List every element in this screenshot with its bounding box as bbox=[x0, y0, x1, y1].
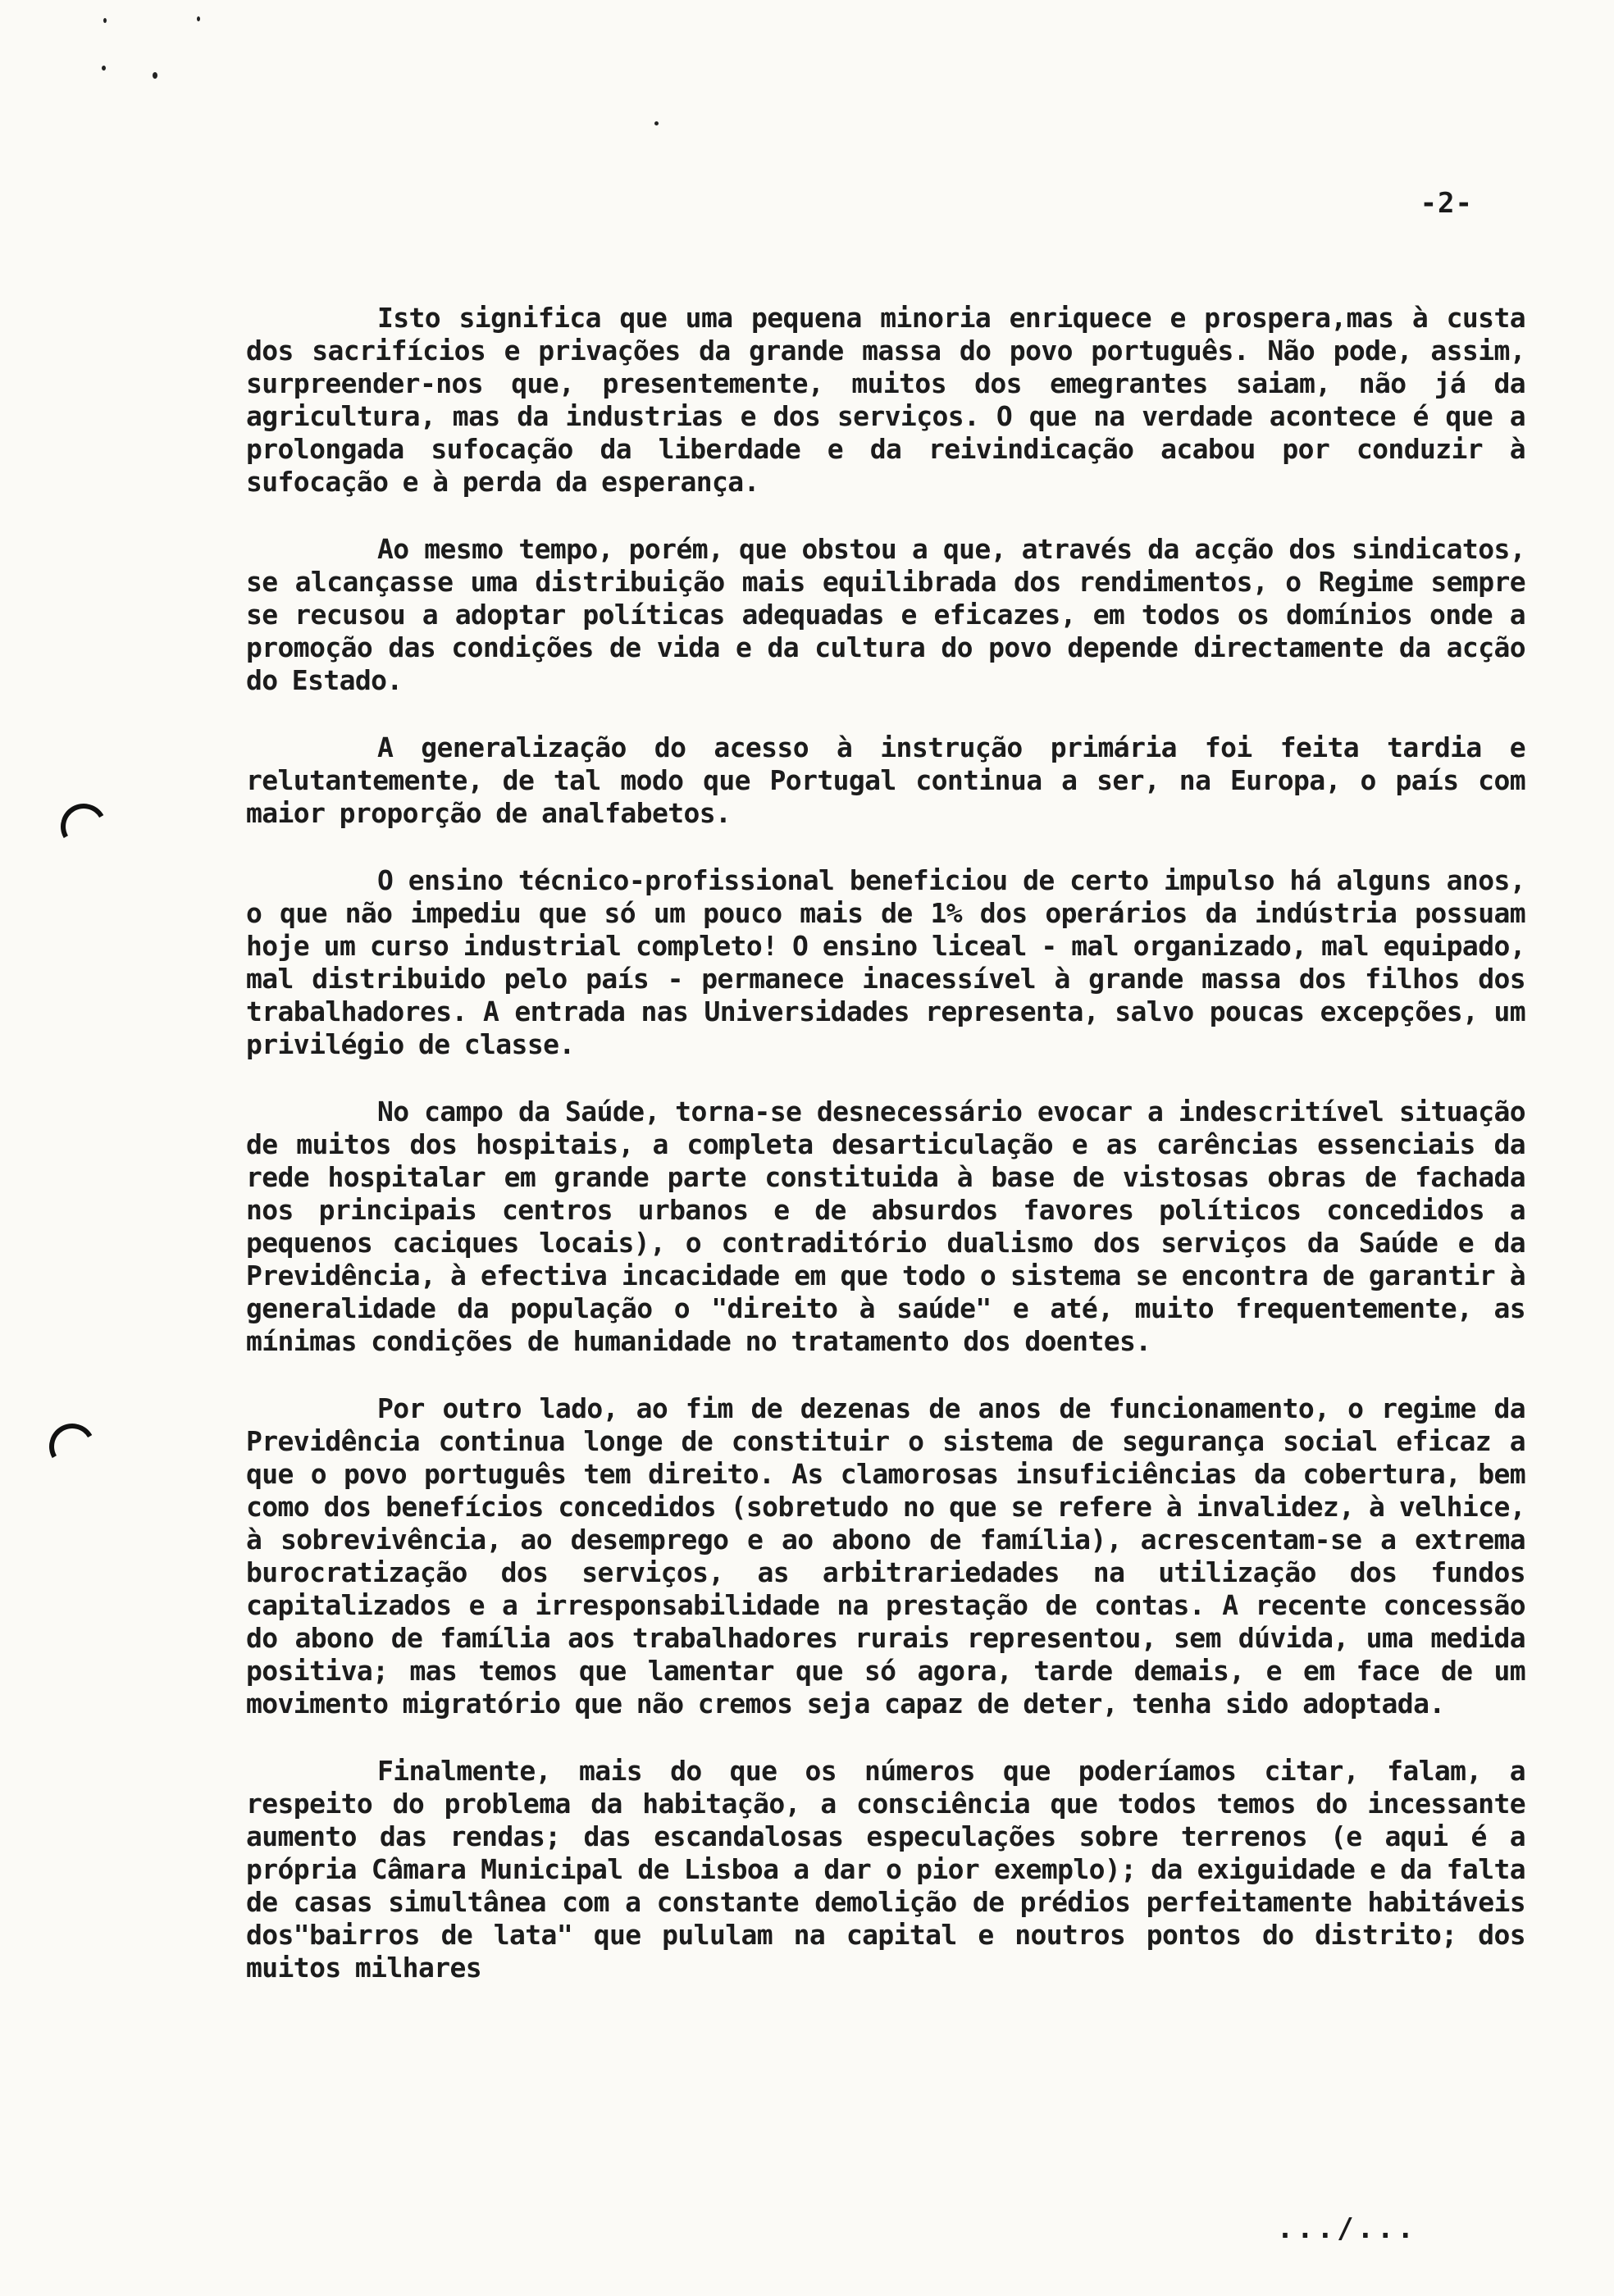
paragraph-health: No campo da Saúde, torna-se desnecessário evocar a indescritível situação de muitos dos hospitais, a completa desarticulação e as carências essenciais da rede hospitalar em grande parte constituida à base de vistosas obras de fachada nos principais centros urbanos e de absurdos favores políticos concedidos a pequenos caciques locais), o contraditório dualismo dos serviços da Saúde e da Previdência, à efectiva incacidade em que todo o sistema se encontra de garantir à generalidade da população o "direito à saúde" e até, muito frequentemente, as mínimas condições de humanidade no tratamento dos doentes. bbox=[246, 1096, 1525, 1357]
paragraph-state-policy: Ao mesmo tempo, porém, que obstou a que, através da acção dos sindicatos, se alcançasse uma distribuição mais equilibrada dos rendimentos, o Regime sempre se recusou a adoptar políticas adequadas e eficazes, em todos os domínios onde a promoção das condições de vida e da cultura do povo depende directamente da acção do Estado. bbox=[246, 533, 1525, 696]
scan-speck bbox=[103, 18, 107, 23]
binder-hole-mark-bottom bbox=[44, 1419, 101, 1475]
page-number: -2- bbox=[1420, 187, 1473, 220]
scan-speck bbox=[102, 66, 106, 71]
scan-speck bbox=[654, 121, 659, 125]
document-body bbox=[246, 302, 1525, 2019]
paragraph-primary-education: A generalização do acesso à instrução primária foi feita tardia e relutantemente, de tal modo que Portugal continua a ser, na Europa, o país com maior proporção de analfabetos. bbox=[246, 731, 1525, 829]
paragraph-emigration: Isto significa que uma pequena minoria enriquece e prospera,mas à custa dos sacrifícios e privações da grande massa do povo português. Não pode, assim, surpreender-nos que, presentemente, muitos dos emegrantes saiam, não já da agricultura, mas da industrias e dos serviços. O que na verdade acontece é que a prolongada sufocação da liberdade e da reivindicação acabou por conduzir à sufocação e à perda da esperança. bbox=[246, 302, 1525, 498]
paragraph-social-security: Por outro lado, ao fim de dezenas de anos de funcionamento, o regime da Previdência continua longe de constituir o sistema de segurança social eficaz a que o povo português tem direito. As clamorosas insuficiências da cobertura, bem como dos benefícios concedidos (sobretudo no que se refere à invalidez, à velhice, à sobrevivência, ao desemprego e ao abono de família), acrescentam-se a extrema burocratização dos serviços, as arbitrariedades na utilização dos fundos capitalizados e a irresponsabilidade na prestação de contas. A recente concessão do abono de família aos trabalhadores rurais representou, sem dúvida, uma medida positiva; mas temos que lamentar que só agora, tarde demais, e em face de um movimento migratório que não cremos seja capaz de deter, tenha sido adoptada. bbox=[246, 1392, 1525, 1720]
paragraph-housing: Finalmente, mais do que os números que poderíamos citar, falam, a respeito do problema da habitação, a consciência que todos temos do incessante aumento das rendas; das escandalosas especulações sobre terrenos (e aqui é a própria Câmara Municipal de Lisboa a dar o pior exemplo); da exiguidade e da falta de casas simultânea com a constante demolição de prédios perfeitamente habitáveis dos"bairros de lata" que pululam na capital e noutros pontos do distrito; dos muitos milhares bbox=[246, 1755, 1525, 1984]
paragraph-technical-education: O ensino técnico-profissional beneficiou de certo impulso há alguns anos, o que não impediu que só um pouco mais de 1% dos operários da indústria possuam hoje um curso industrial completo! O ensino liceal - mal organizado, mal equipado, mal distribuido pelo país - permanece inacessível à grande massa dos filhos dos trabalhadores. A entrada nas Universidades representa, salvo poucas excepções, um privilégio de classe. bbox=[246, 864, 1525, 1060]
scan-speck bbox=[197, 16, 200, 21]
scan-speck bbox=[153, 72, 157, 79]
continuation-mark: .../... bbox=[1276, 2212, 1417, 2245]
binder-hole-mark-top bbox=[56, 799, 112, 855]
